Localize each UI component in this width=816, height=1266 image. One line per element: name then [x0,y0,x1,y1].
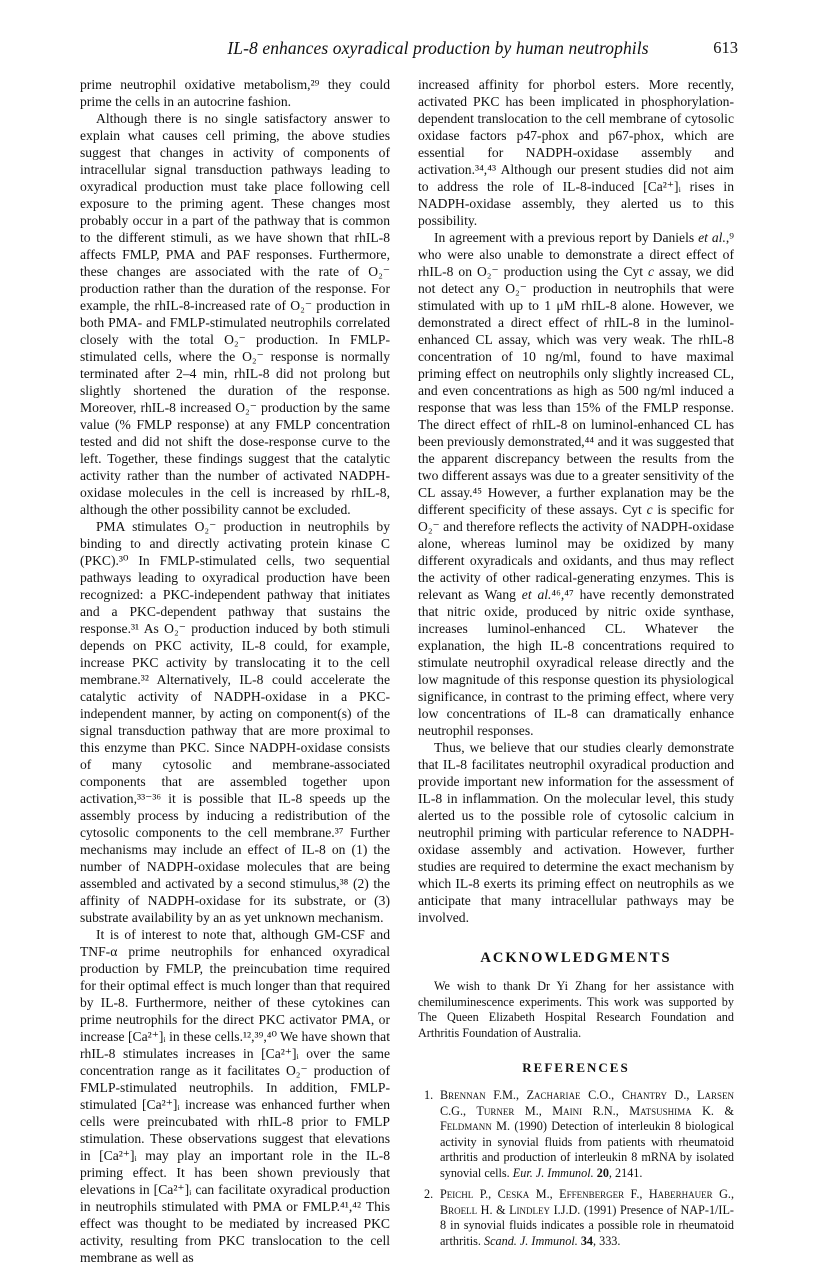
reference-authors: Brennan F.M., Zachariae C.O., Chantry D., Larsen C.G., Turner M., Maini R.N., Matsushima K. & Feldmann M. [440,1088,734,1133]
reference-year: (1991) [580,1202,617,1217]
reference-title: Presence of NAP-1/IL-8 in synovial fluids indicates a possible role in rheumatoid arthritis. [440,1202,734,1248]
text-run: assay, we did not detect any O₂⁻ production in neutrophils that were stimulated with up to 1 μM rhIL-8 alone. However, we demonstrated a direct effect of rhIL-8 in the luminol-enhanced CL assay, which was very weak. The rhIL-8 concentration of 10 ng/ml, found to have maximal priming effect on neutrophils only slightly increased CL, and even concentrations as high as 500 ng/ml induced a response that was less than 15% of the FMLP response. The direct effect of rhIL-8 on luminol-enhanced CL has been previously demonstrated,⁴⁴ and it was suggested that the apparent discrepancy between the results from the two different assays was due to a greater sensitivity of the CL assay.⁴⁵ However, a further explanation may be the different specificity of these assays. Cyt [418,264,734,517]
text-run: et al. [698,230,726,245]
reference-journal: Scand. J. Immunol. [484,1233,578,1248]
reference-volume: 34 [577,1233,594,1248]
page-number: 613 [713,38,738,57]
text-run: is specific for O₂⁻ and therefore reflects the activity of NADPH-oxidase alone, whereas luminol may be oxidized by many different oxyradicals and oxidants, and thus may reflect the activity of other radical-generating enzymes. This is relevant as Wang [418,502,734,602]
paragraph: prime neutrophil oxidative metabolism,²⁹ they could prime the cells in an autocrine fashion. [80,77,390,109]
text-run: c [647,264,654,279]
paragraph: It is of interest to note that, although GM-CSF and TNF-α prime neutrophils for enhanced oxyradical production by FMLP, the preincubation time required for their optimal effect is much longer than that required by IL-8. Furthermore, neither of these cytokines can prime neutrophils for the direct PKC activator PMA, or increase [Ca²⁺]ᵢ in these cells.¹²,³⁹,⁴⁰ We have shown that rhIL-8 stimulates increases in [Ca²⁺]ᵢ over the same concentration range as it facilitates O₂⁻ production of FMLP-stimulated neutrophils. In addition, FMLP-stimulated [Ca²⁺]ᵢ increase was enhanced further when cells were preincubated with rhIL-8 prior to FMLP stimulation. These observations suggest that elevations in [Ca²⁺]ᵢ may play an important role in the IL-8 priming effect. It has been shown previously that elevations in [Ca²⁺]ᵢ can facilitate oxyradical production in neutrophils stimulated with PMA or FMLP.⁴¹,⁴² This effect was thought to be mediated by increased PKC activity, resulting from PKC translocation to the cell membrane as well as [80,927,390,1265]
paragraph: Thus, we believe that our studies clearly demonstrate that IL-8 facilitates neutrophil oxyradical production and provide important new information for the assessment of IL-8 in inflammation. On the molecular level, this study alerted us to the possible role of cytosolic calcium in neutrophil priming with particular reference to NADPH-oxidase assembly and activation. However, further studies are required to determine the exact mechanism by which IL-8 exerts its priming effect on neutrophils as we anticipate that many intracellular pathways may be involved. [418,740,734,925]
paragraph: increased affinity for phorbol esters. More recently, activated PKC has been implicated in phosphorylation-dependent translocation to the cell membrane of cytosolic oxidase factors p47-phox and p67-phox, which are essential for NADPH-oxidase assembly and activation.³⁴,⁴³ Although our present studies did not aim to address the role of IL-8-induced [Ca²⁺]ᵢ rises in NADPH-oxidase assembly, they alerted us to this possibility. [418,77,734,228]
reference-item [418,1088,734,1181]
reference-pages: , 333. [593,1233,621,1248]
reference-number: 2. [424,1187,434,1201]
references-heading: REFERENCES [522,1060,630,1075]
reference-authors: Peichl P., Ceska M., Effenberger F., Haberhauer G., Broell H. & Lindley I.J.D. [440,1187,734,1217]
reference-pages: , 2141. [608,1165,643,1180]
reference-title: Detection of interleukin 8 biological activity in synovial fluids from patients with rheumatoid arthritis and production of interleukin 8 mRNA by isolated synovial cells. [440,1119,734,1180]
text-run: et al. [521,587,552,602]
acknowledgments-text: We wish to thank Dr Yi Zhang for her assistance with chemiluminescence experiments. This work was supported by The Queen Elizabeth Hospital Research Foundation and Arthritis Foundation of Australia. [418,979,734,1040]
paragraph [418,229,734,739]
page-header [78,38,738,64]
reference-number: 1. [424,1088,434,1102]
acknowledgments-heading: ACKNOWLEDGMENTS [480,950,672,966]
paragraph: PMA stimulates O₂⁻ production in neutrophils by binding to and directly activating protein kinase C (PKC).³⁰ In FMLP-stimulated cells, two sequential pathways leading to oxyradical production have been recognized: a PKC-independent pathway that initiates and a PKC-dependent pathway that sustains the response.³¹ As O₂⁻ production induced by both stimuli depends on PKC activity, IL-8 could, for example, increase PKC activity by translocating it to the cell membrane.³² Alternatively, IL-8 could accelerate the catalytic activity of NADPH-oxidase in a PKC-independent manner, by acting on component(s) of the signal transduction pathway that are more proximal to this enzyme than PKC. Since NADPH-oxidase consists of many cytosolic and membrane-associated components that are assembled together upon activation,³³⁻³⁶ it is possible that IL-8 speeds up the assembly process by inducing a redistribution of the cytosolic components to the cell membrane.³⁷ Further mechanisms may include an effect of IL-8 on (1) the number of NADPH-oxidase molecules that are being assembled and activated by a second stimulus,³⁸ (2) the affinity of NADPH-oxidase for its substrate, or (3) substrate availability by an as yet unknown mechanism. [80,519,390,925]
reference-journal: Eur. J. Immunol. [512,1165,594,1180]
right-column [418,76,734,1255]
reference-item [418,1187,734,1249]
reference-volume: 20 [593,1165,609,1180]
running-title: IL-8 enhances oxyradical production by human neutrophils [227,38,649,58]
left-column [80,76,390,1266]
text-run: ⁴⁶,⁴⁷ have recently demonstrated that nitric oxide, produced by nitric oxide synthase, increases luminol-enhanced CL. Whatever the explanation, the high IL-8 concentrations required to stimulate neutrophil oxyradical release directly and the low magnitude of this response question its physiological significance, in contrast to the priming effect, where very low concentrations of IL-8 can dramatically enhance neutrophil responses. [418,587,734,738]
text-run: In agreement with a previous report by Daniels [434,230,699,245]
paragraph: Although there is no single satisfactory answer to explain what causes cell priming, the above studies suggest that changes in activity of components of intracellular signal transduction pathways leading to oxyradical production must take place following cell exposure to the priming agent. These changes most probably occur in a part of the pathway that is common to the different stimuli, as we have shown that rhIL-8 affects FMLP, PMA and PAF responses. Furthermore, these changes are associated with the rate of O₂⁻ production rather than the duration of the response. For example, the rhIL-8-increased rate of O₂⁻ production in both PMA- and FMLP-stimulated neutrophils correlated closely with the total O₂⁻ production. In FMLP-stimulated cells, where the O₂⁻ response is normally terminated after 2–4 min, rhIL-8 did not prolong but slightly shortened the duration of the response. Moreover, rhIL-8 increased O₂⁻ production by the same value (% FMLP response) at any FMLP concentration tested and did not shift the dose-response curve to the left. Together, these findings suggest that the catalytic activity rather than the number of activated NADPH-oxidase molecules in the cell is increased by rhIL-8, although the other possibility cannot be excluded. [80,111,390,517]
text-run: ,⁹ who were also unable to demonstrate a direct effect of rhIL-8 on O₂⁻ production using the Cyt [418,230,734,279]
reference-year: (1990) [510,1119,547,1133]
text-run: c [646,502,653,517]
